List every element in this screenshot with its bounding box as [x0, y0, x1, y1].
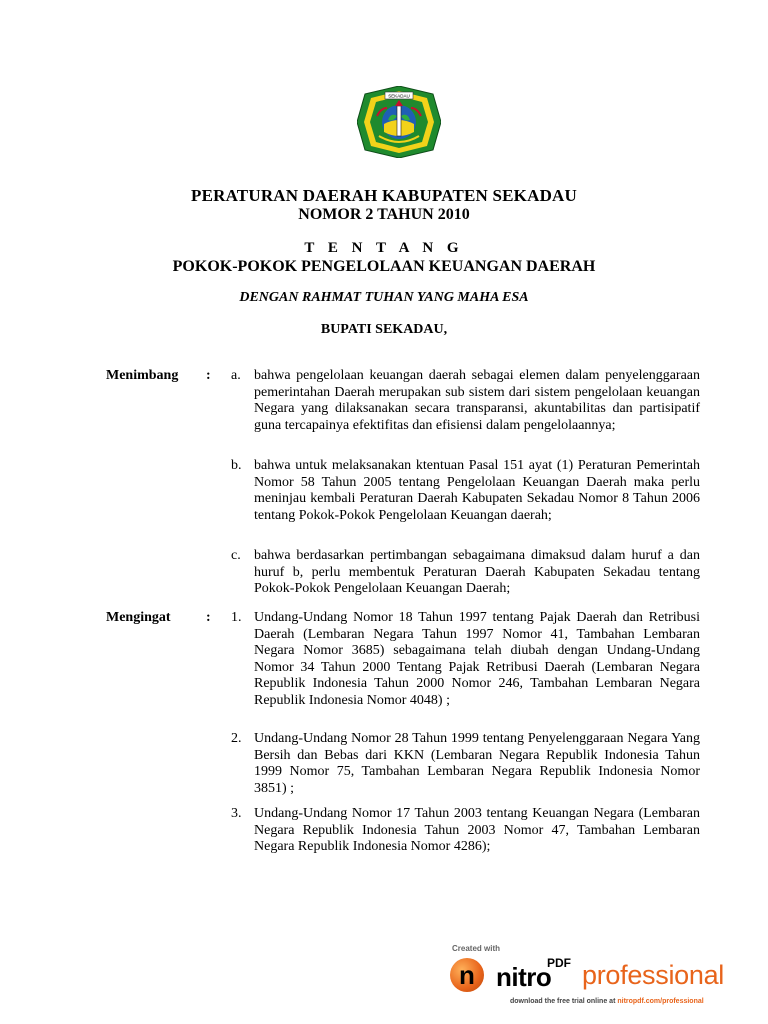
mengingat-marker-2: 2.	[231, 731, 242, 746]
menimbang-item-a: bahwa pengelolaan keuangan daerah sebagai elemen dalam penyelenggaraan pemerintahan Daerah merupakan sub sistem dari sistem pengelolaan keuangan Negara yang dilaksanakan secara transparansi, akuntabilitas dan partisipatif guna tercapainya efektifitas dan efisiensi dalam pengelolaannya;	[254, 368, 700, 433]
mengingat-colon: :	[206, 610, 211, 625]
menimbang-marker-b: b.	[231, 458, 242, 473]
mengingat-item-3: Undang-Undang Nomor 17 Tahun 2003 tentang Keuangan Negara (Lembaran Negara Republik Indonesia Tahun 2003 Nomor 47, Tambahan Lembaran Negara Republik Indonesia Nomor 4286);	[254, 806, 700, 854]
download-url[interactable]: nitropdf.com/professional	[617, 998, 704, 1005]
mengingat-item-2: Undang-Undang Nomor 28 Tahun 1999 tentang Penyelenggaraan Negara Yang Bersih dan Bebas dari KKN (Lembaran Negara Republik Indonesia Tahun 1999 Nomor 75, Tambahan Lembaran Negara Republik Indonesia Nomor 3851) ;	[254, 731, 700, 796]
nitro-pdf-mark: PDF	[547, 956, 571, 970]
download-trial-line	[510, 998, 704, 1005]
nitro-edition: professional	[582, 960, 724, 990]
svg-text:SEKADAU: SEKADAU	[388, 93, 410, 99]
mengingat-marker-3: 3.	[231, 806, 242, 821]
nitro-logo-icon	[450, 958, 484, 992]
menimbang-marker-c: c.	[231, 548, 241, 563]
regulation-subject: POKOK-POKOK PENGELOLAAN KEUANGAN DAERAH	[172, 258, 596, 275]
menimbang-colon: :	[206, 368, 211, 383]
menimbang-marker-a: a.	[231, 368, 241, 383]
mengingat-item-1: Undang-Undang Nomor 18 Tahun 1997 tentang Pajak Daerah dan Retribusi Daerah (Lembaran Negara Tahun 1997 Nomor 41, Tambahan Lembaran Negara Nomor 3685) sebagaimana telah diubah dengan Undang-Undang Nomor 34 Tahun 2000 Tentang Pajak Retribusi Daerah (Lembaran Negara Republik Indonesia Tahun 2000 Nomor 246, Tambahan Lembaran Negara Republik Indonesia Nomor 4048) ;	[254, 610, 700, 708]
nitro-pdf-watermark	[444, 944, 764, 1024]
mengingat-label: Mengingat	[106, 610, 171, 625]
invocation: DENGAN RAHMAT TUHAN YANG MAHA ESA	[239, 290, 529, 305]
tentang-heading: T E N T A N G	[304, 240, 464, 256]
official-title: BUPATI SEKADAU,	[320, 322, 448, 337]
menimbang-label: Menimbang	[106, 368, 179, 383]
menimbang-item-c: bahwa berdasarkan pertimbangan sebagaimana dimaksud dalam huruf a dan huruf b, perlu membentuk Peraturan Daerah Kabupaten Sekadau tentang Pokok-Pokok Pengelolaan Keuangan Daerah;	[254, 548, 700, 596]
sekadau-coat-of-arms-icon	[357, 86, 441, 158]
nitro-logo-letter: n	[459, 960, 475, 990]
download-prefix: download the free trial online at	[510, 998, 616, 1005]
menimbang-item-b: bahwa untuk melaksanakan ktentuan Pasal 151 ayat (1) Peraturan Pemerintah Nomor 58 Tahun 2005 tentang Pengelolaan Keuangan Daerah maka perlu meninjau kembali Peraturan Daerah Kabupaten Sekadau Nomor 8 Tahun 2006 tentang Pokok-Pokok Pengelolaan Keuangan daerah;	[254, 458, 700, 523]
document-title: PERATURAN DAERAH KABUPATEN SEKADAU	[190, 186, 577, 205]
mengingat-marker-1: 1.	[231, 610, 242, 625]
regulation-number: NOMOR 2 TAHUN 2010	[298, 206, 470, 223]
created-with-text: Created with	[452, 944, 501, 953]
nitro-brand: nitro	[496, 962, 552, 992]
